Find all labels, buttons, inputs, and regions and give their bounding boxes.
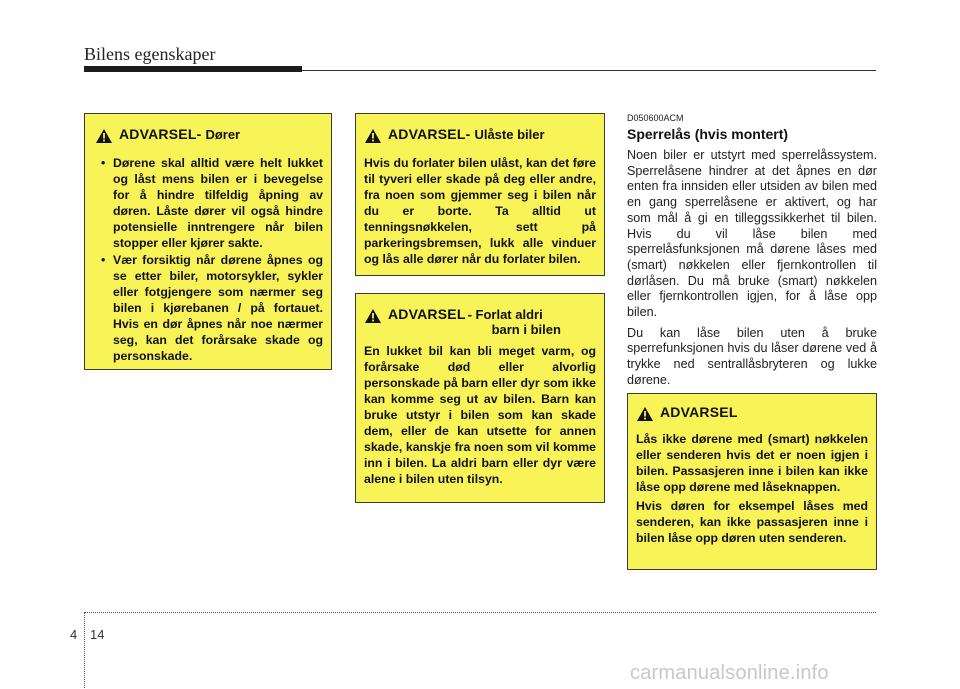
chapter-number: 4 [70, 627, 78, 642]
section-heading: Sperrelås (hvis montert) [627, 126, 789, 142]
warning-title: ADVARSEL [660, 404, 738, 420]
warning-subtitle: Dører [205, 127, 241, 142]
warning-box-children [355, 293, 605, 503]
watermark: carmanualsonline.info [630, 662, 829, 684]
warning-heading [95, 126, 323, 149]
paragraph: Du kan låse bilen uten å bruke sperrefunksjonen hvis du låser dørene ved å trykke ned sentrallåsbryteren og lukke dørene. [627, 325, 877, 387]
warning-heading [364, 306, 596, 337]
warning-heading [364, 126, 596, 149]
warning-body [95, 155, 323, 364]
paragraph: Hvis døren for eksempel låses med senderen, kan ikke passasjeren inne i bilen låse opp døren uten senderen. [636, 499, 868, 545]
warning-triangle-icon [364, 128, 382, 149]
warning-body: Hvis du forlater bilen ulåst, kan det føre til tyveri eller skade på deg eller andre, fra noen som gjemmer seg i bilen når du er borte. Ta alltid ut tenningsnøkkelen, sett på parkeringsbremsen, lukk alle vinduer og lås alle dører når du forlater bilen. [364, 156, 596, 266]
warning-body [636, 431, 868, 546]
list-item: • Vær forsiktig når dørene åpnes og se etter biler, motorsykler, sykler eller fotgjengere som nærmer seg bilen i kjørebanen / på fortauet. Hvis en dør åpnes når noe nærmer seg, kan det forårsake skade og personskade. [95, 252, 323, 364]
warning-subtitle: barn i bilen [491, 322, 561, 337]
page-number: 14 [90, 627, 105, 642]
header-bar [84, 66, 302, 72]
warning-title: ADVARSEL [388, 306, 466, 322]
warning-triangle-icon [636, 406, 654, 427]
warning-subtitle: Ulåste biler [474, 127, 545, 142]
warning-heading [636, 404, 868, 427]
warning-title: ADVARSEL- [388, 126, 471, 142]
warning-body: En lukket bil kan bli meget varm, og forårsake død eller alvorlig personskade på barn eller dyr som ikke kan komme seg ut av bilen. Barn kan bruke utstyr i bilen som kan skade dem, eller de kan utsette for annen skade, kanskje fra noen som vil komme inn i bilen. La aldri barn eller dyr være alene i bilen uten tilsyn. [364, 344, 596, 486]
section-title: Bilens egenskaper [84, 44, 216, 64]
paragraph: Lås ikke dørene med (smart) nøkkelen eller senderen hvis det er noen igjen i bilen. Passasjeren inne i bilen kan ikke låse opp dørene med låseknappen. [636, 432, 868, 494]
footer-rule [84, 612, 876, 613]
warning-title: ADVARSEL- [119, 126, 202, 142]
warning-box-deadlock [627, 393, 877, 570]
paragraph: Noen biler er utstyrt med sperrelåssystem. Sperrelåsene hindrer at det åpnes en dør enten fra innsiden eller utsiden av bilen med en gang sperrelåsene er aktivert, og har som mål å gi en tilleggssikkerhet til bilen. Hvis du vil låse bilen med sperrelåsfunksjonen må dørene låses med (smart) nøkkelen eller fjernkontrollen til dørlåsen. Du må bruke (smart) nøkkelen eller fjernkontrollen igjen, for å låse opp bilen. [627, 148, 877, 320]
list-item: • Dørene skal alltid være helt lukket og låst mens bilen er i bevegelse for å hindre tilfeldig åpning av døren. Låste dører vil også hindre potensielle inntrengere når bilen stopper eller kjører sakte. [95, 155, 323, 251]
section-code: D050600ACM [627, 113, 684, 123]
warning-triangle-icon [364, 308, 382, 329]
warning-subtitle: - Forlat aldri [467, 307, 543, 322]
header-rule [302, 70, 876, 71]
warning-subtitle-block [468, 307, 561, 337]
footer-divider [84, 612, 85, 688]
warning-box-unlocked-vehicles [355, 113, 605, 276]
section-body [627, 148, 877, 394]
warning-box-doors [84, 113, 332, 370]
warning-triangle-icon [95, 128, 113, 149]
